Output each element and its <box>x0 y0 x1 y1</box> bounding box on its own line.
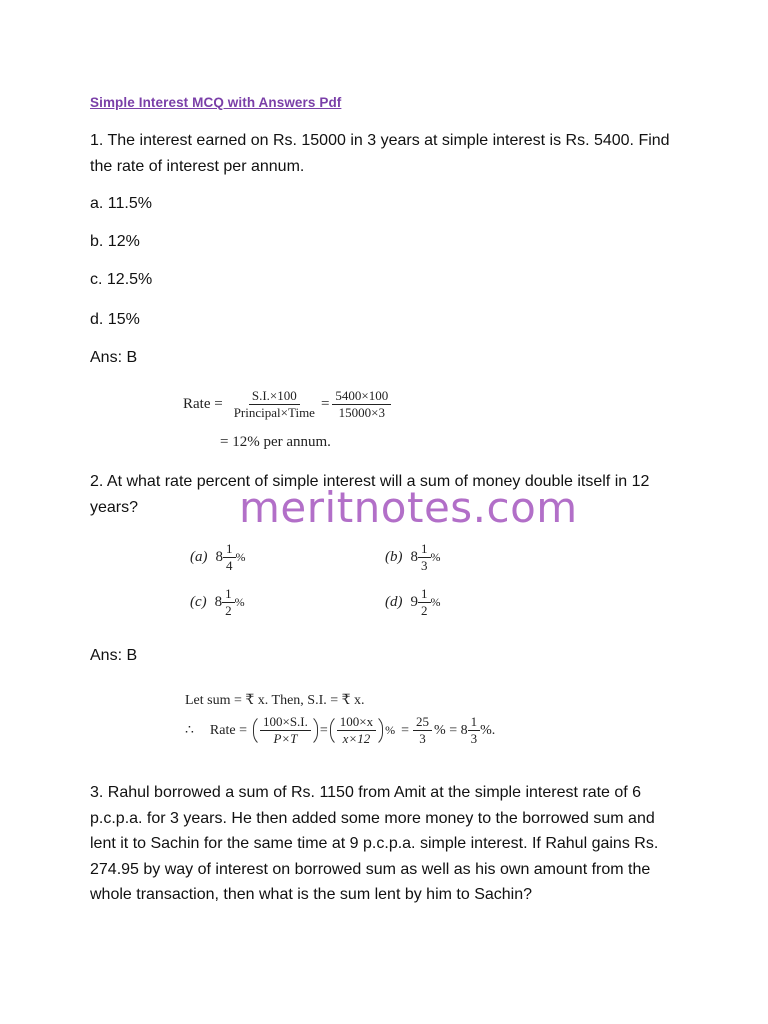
watermark-text: meritnotes.com <box>239 483 578 532</box>
q2-option-c-frac <box>222 587 235 618</box>
q2-option-a-whole: 8 <box>215 549 223 565</box>
q2-equals-2: = <box>401 722 410 738</box>
q1-option-a: a. 11.5% <box>90 195 152 212</box>
q2-option-d-num: 1 <box>418 587 431 603</box>
q2-fraction-4 <box>468 715 481 746</box>
q1-result: = 12% per annum. <box>220 434 331 450</box>
q2-tail: %. <box>480 722 496 738</box>
q2-f2-den: x×12 <box>342 731 371 746</box>
q2-f3-num: 25 <box>413 715 432 731</box>
q2-option-b-label: (b) <box>385 549 403 565</box>
q2-option-a-num: 1 <box>223 542 236 558</box>
q2-f2-num: 100×x <box>337 715 376 731</box>
q2-option-b <box>385 542 441 573</box>
q2-equals-3: % = 8 <box>434 722 468 738</box>
q2-fraction-2 <box>337 715 376 746</box>
q2-option-b-den: 3 <box>421 558 428 573</box>
question-3-text: 3. Rahul borrowed a sum of Rs. 1150 from Amit at the simple interest rate of 6 p.c.p.a. for 3 years. He then added some more money to the borrowed sum and lent it to Sachin for the same time at 9 p.c.p.a. simple interest. If Rahul gains Rs. 274.95 by way of interest on borrowed sum as well as his own amount from the whole transaction, then what is the sum lent by him to Sachin? <box>90 784 659 903</box>
q1-option-d: d. 15% <box>90 311 140 328</box>
q2-paren-1 <box>253 714 318 747</box>
q2-paren-2 <box>330 714 383 747</box>
question-1-text: 1. The interest earned on Rs. 15000 in 3 years at simple interest is Rs. 5400. Find the rate of interest per annum. <box>90 132 670 175</box>
q2-option-d-label: (d) <box>385 594 403 610</box>
q2-option-c-num: 1 <box>222 587 235 603</box>
q2-f4-den: 3 <box>470 731 478 746</box>
q1-option-b: b. 12% <box>90 233 140 250</box>
q2-therefore-symbol: ∴ <box>185 723 194 738</box>
q2-f3-den: 3 <box>419 731 426 746</box>
question-2-text: 2. At what rate percent of simple interest will a sum of money double itself in 12 years? <box>90 473 650 516</box>
q2-equals-1: = <box>319 722 328 738</box>
q2-solution-line1: Let sum = ₹ x. Then, S.I. = ₹ x. <box>185 693 365 708</box>
q2-option-c-whole: 8 <box>214 594 223 610</box>
q1-f1-num: S.I.×100 <box>249 389 300 405</box>
q1-fraction-values <box>332 389 391 420</box>
q2-answer: Ans: B <box>90 647 138 664</box>
q2-option-d <box>385 587 441 618</box>
q2-option-a-den: 4 <box>226 558 233 573</box>
q1-f2-den: 15000×3 <box>338 405 386 420</box>
q2-option-b-num: 1 <box>418 542 431 558</box>
q2-option-c-label: (c) <box>190 594 207 610</box>
q1-fraction-formula <box>231 389 318 420</box>
q2-option-a-pct: % <box>235 550 246 564</box>
q2-f1-num: 100×S.I. <box>260 715 311 731</box>
q1-answer: Ans: B <box>90 349 138 366</box>
q2-rate-label: Rate = <box>209 722 247 738</box>
q1-f2-num: 5400×100 <box>332 389 391 405</box>
q2-option-a-label: (a) <box>190 549 208 565</box>
q1-option-c: c. 12.5% <box>90 271 153 288</box>
q2-f1-den: P×T <box>273 731 298 746</box>
q2-option-c <box>190 587 245 618</box>
q2-f4-num: 1 <box>468 715 481 731</box>
q2-option-d-frac <box>418 587 431 618</box>
q2-option-c-pct: % <box>234 595 245 609</box>
q2-fraction-1 <box>260 715 311 746</box>
page-title[interactable]: Simple Interest MCQ with Answers Pdf <box>90 95 342 110</box>
q2-percent: % <box>385 723 396 737</box>
q2-option-d-den: 2 <box>421 603 428 618</box>
q2-option-b-pct: % <box>430 550 441 564</box>
q2-option-b-frac <box>418 542 431 573</box>
q2-option-d-pct: % <box>430 595 441 609</box>
q1-f1-den: Principal×Time <box>233 405 315 420</box>
q2-option-c-den: 2 <box>225 603 232 618</box>
q1-rate-label: Rate = <box>183 396 223 412</box>
q2-option-d-whole: 9 <box>410 594 418 610</box>
q2-fraction-3 <box>413 715 432 746</box>
q1-equals: = <box>320 396 330 412</box>
q2-option-a <box>190 542 246 573</box>
q1-solution-formula <box>183 389 391 420</box>
q2-solution-formula <box>185 714 495 747</box>
q2-option-a-frac <box>223 542 236 573</box>
q2-option-b-whole: 8 <box>410 549 418 565</box>
